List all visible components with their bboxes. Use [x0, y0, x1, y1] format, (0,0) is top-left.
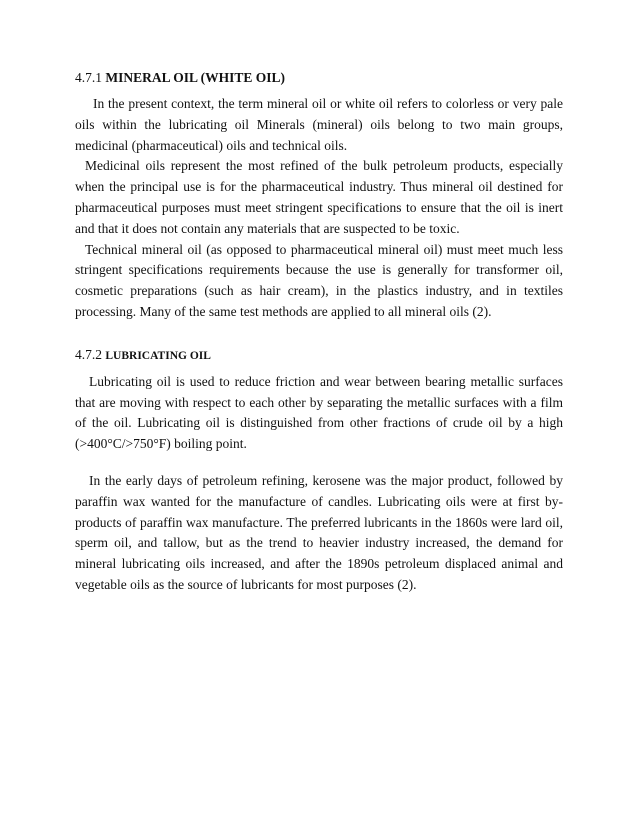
- paragraph: In the early days of petroleum refining, kerosene was the major product, followed by paraffin wax wanted for the manufacture of candles. Lubricating oils were at first by-products of paraffin wax manufacture. The preferred lubricants in the 1860s were lard oil, sperm oil, and tallow, but as the trend to heavier industry increased, the demand for mineral lubricating oils increased, and after the 1890s petroleum displaced animal and vegetable oils as the source of lubricants for most purposes (2).: [75, 472, 563, 592]
- paragraph: Technical mineral oil (as opposed to pharmaceutical mineral oil) must meet much less stringent specifications requirements because the use is generally for transformer oil, cosmetic preparations (such as hair cream), in the plastics industry, and in textiles processing. Many of the same test methods are applied to all mineral oils (2).: [75, 241, 563, 319]
- paragraph: Medicinal oils represent the most refined of the bulk petroleum products, especially when the principal use is for the pharmaceutical industry. Thus mineral oil destined for pharmaceutical purposes must meet stringent specifications to ensure that the oil is inert and that it does not contain any materials that are suspected to be toxic.: [75, 158, 563, 236]
- section-number: 4.7.1: [75, 70, 102, 85]
- document-page: [75, 68, 563, 596]
- paragraph: In the present context, the term mineral oil or white oil refers to colorless or very pale oils within the lubricating oil Minerals (mineral) oils belong to two main groups, medicinal (pharmaceutical) oils and technical oils.: [75, 96, 563, 153]
- section-heading-lubricating-oil: [75, 345, 563, 366]
- section-number: 4.7.2: [75, 346, 102, 362]
- paragraph: Lubricating oil is used to reduce friction and wear between bearing metallic surfaces that are moving with respect to each other by separating the metallic surfaces with a film of the oil. Lubricating oil is distinguished from other fractions of crude oil by a high (>400°C/>750°F) boiling point.: [75, 373, 563, 452]
- section-title: LUBRICATING OIL: [105, 349, 211, 362]
- section-title: MINERAL OIL (WHITE OIL): [105, 70, 286, 85]
- section-heading-mineral-oil: [75, 68, 563, 88]
